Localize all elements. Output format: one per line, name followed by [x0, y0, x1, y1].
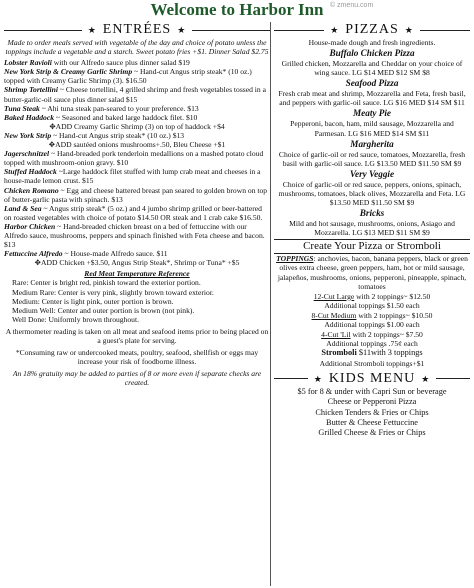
pizza-desc: Choice of garlic-oil or red sauce, tomatoes, Mozzarella, fresh basil with garlic-oil sauce. LG $13.50 MED $11.50 SM $9	[278, 149, 466, 168]
entrees-intro: Made to order meals served with vegetable of the day and choice of potato unless the toppings include a vegetable and a starch. Sweet potato fries +$1. Dinner Salad $2.75	[5, 38, 269, 57]
entree-name: Baked Haddock	[4, 112, 54, 122]
stromboli-price: $11with 3 toppings	[356, 348, 423, 358]
entree-item	[4, 58, 270, 67]
column-divider	[270, 22, 271, 586]
pizza-desc: Fresh crab meat and shrimp, Mozzarella and Feta, fresh basil, and peppers with garlic-oil sauce. LG $16 MED $14 SM $11	[278, 89, 466, 108]
entree-desc: ✥ADD Chicken +$3.50, Angus Strip Steak*, Shrimp or Tuna* +$5	[34, 258, 240, 268]
pizzas-section	[274, 22, 470, 439]
kids-item: Butter & Cheese Fettuccine	[326, 417, 418, 427]
entree-name: Stuffed Haddock	[4, 167, 57, 177]
header-rule	[4, 30, 82, 31]
entree-item	[4, 186, 270, 204]
size-extra: Additional toppings .75¢ each	[326, 339, 418, 349]
entree-name: New York Strip	[4, 130, 52, 140]
entree-desc: ~ House-made Alfredo sauce. $11	[62, 249, 168, 259]
star-icon: ★	[313, 373, 323, 384]
entree-item	[4, 258, 270, 267]
kids-heading: KIDS MENU	[328, 370, 416, 386]
entree-item	[4, 249, 270, 258]
entree-name: Chicken Romano	[4, 185, 59, 195]
size-row	[274, 330, 470, 339]
entree-desc: ✥ADD sautéed onions mushrooms+.50, Bleu Cheese +$1	[48, 140, 226, 150]
entree-desc: ~ Hand-breaded chicken breast on a bed of fettuccine with our Alfredo sauce, mushrooms, peppers and spinach finished with Feta cheese and bacon. $13	[4, 221, 265, 250]
entree-desc: ~ Hand-cut Angus strip steak* (10 oz.) $13	[51, 130, 185, 140]
stromboli-line	[274, 348, 470, 358]
entree-desc: ✥ADD Creamy Garlic Shrimp (3) on top of haddock +$4	[49, 121, 225, 131]
entree-desc: ~Large haddock filet stuffed with lump crab meat and cheeses in a house-made lemon crust. $15	[4, 167, 261, 186]
entree-item	[4, 131, 270, 140]
entree-item	[4, 85, 270, 103]
pizzas-heading: PIZZAS	[345, 22, 399, 37]
pizzas-header	[274, 22, 470, 38]
temp-row: Medium Rare: Center is very pink, slightly brown toward exterior.	[12, 287, 214, 297]
entree-desc: with our Alfredo sauce plus dinner salad $19	[51, 58, 190, 68]
pizza-name: Buffalo Chicken Pizza	[329, 48, 415, 59]
entree-name: New York Strip & Creamy Garlic Shrimp	[4, 67, 133, 77]
kids-list	[274, 397, 470, 439]
pizza-name: Very Veggie	[349, 168, 395, 179]
entree-name: Harbor Chicken	[4, 221, 56, 231]
size-price: with 2 toppings~ $7.50	[350, 330, 423, 340]
star-icon: ★	[177, 25, 187, 35]
entree-item	[4, 204, 270, 222]
entree-desc: ~ Cheese tortellini, 4 grilled shrimp and fresh vegetables tossed in a butter-garlic-oil sauce plus dinner salad $15	[4, 85, 266, 104]
header-rule	[274, 378, 308, 379]
stromboli-extra: Additional Stromboli toppings+$1	[319, 358, 425, 368]
pizza-list	[274, 48, 470, 237]
entree-desc: ~ Angus strip steak* (5 oz.) and 4 jumbo shrimp grilled or beer-battered on roasted vegetables with choice of potato $14.50 OR steak and 1 crab cake $16.50.	[4, 203, 263, 222]
header-rule	[274, 30, 324, 31]
watermark: © zmenu.com	[330, 2, 374, 9]
entree-item	[4, 67, 270, 85]
kids-header	[274, 371, 470, 387]
pizza-desc: Choice of garlic-oil or red sauce, peppers, onions, spinach, mushrooms, tomatoes, black olives, Mozzarella and Feta. LG $13.50 MED $11.50 SM $9	[278, 179, 466, 208]
temp-row: Rare: Center is bright red, pinkish toward the exterior portion.	[12, 278, 201, 288]
temp-row: Medium Well: Center and outer portion is brown (not pink).	[12, 305, 195, 315]
entree-item	[4, 122, 270, 131]
entree-desc: ~ Ahi tuna steak pan-seared to your preference. $13	[39, 103, 199, 113]
size-row	[274, 311, 470, 320]
header-rule	[420, 30, 470, 31]
stromboli-label: Stromboli	[321, 348, 357, 358]
size-price: with 2 toppings~ $10.50	[356, 310, 433, 320]
pizza-desc: Mild and hot sausage, mushrooms, onions, Asiago and Mozzarella. LG $13 MED $11 SM $9	[289, 219, 455, 238]
temp-list	[4, 278, 270, 323]
star-icon: ★	[404, 25, 414, 35]
entree-item	[4, 222, 270, 249]
entree-item	[4, 167, 270, 185]
pizza-name: Bricks	[359, 208, 385, 219]
create-pizza-title: Create Your Pizza or Stromboli	[274, 239, 470, 254]
entree-desc: ~ Egg and cheese battered breast pan seared to golden brown on top of butter-garlic pasta with spinach. $13	[4, 185, 268, 204]
size-label: 12-Cut Large	[313, 291, 355, 301]
entree-name: Jagerschnitzel	[4, 149, 50, 159]
gratuity-note: An 18% gratuity may be added to parties of 8 or more even if separate checks are created.	[12, 369, 262, 388]
pizza-name: Margherita	[350, 138, 394, 149]
header-rule	[192, 30, 270, 31]
kids-intro: $5 for 8 & under with Capri Sun or beverage	[297, 386, 447, 396]
size-extra: Additional toppings $1.50 each	[324, 300, 420, 310]
entrees-section	[4, 22, 270, 387]
entree-name: Tuna Steak	[4, 103, 40, 113]
size-row	[274, 292, 470, 301]
header-rule	[436, 378, 470, 379]
entree-desc: ~ Hand-cut Angus strip steak* (10 oz.) topped with Creamy Garlic Shrimp (3). $16.50	[4, 67, 252, 86]
entree-desc: ~ Hand-breaded pork tenderloin medallions on a mashed potato cloud topped with mushroom-onion gravy. $10	[4, 149, 264, 168]
entree-item	[4, 149, 270, 167]
entree-list	[4, 58, 270, 267]
entrees-header	[4, 22, 270, 38]
entree-name: Land & Sea	[4, 203, 42, 213]
temp-row: Medium: Center is light pink, outer portion is brown.	[12, 296, 174, 306]
entree-name: Shrimp Tortellini	[4, 85, 58, 95]
toppings-list	[274, 254, 470, 290]
pizza-name: Seafood Pizza	[345, 78, 399, 89]
size-label: 4-Cut 'Lil	[321, 330, 351, 340]
entree-item	[4, 113, 270, 122]
pizza-name: Meaty Pie	[352, 108, 391, 119]
pizzas-intro: House-made dough and fresh ingredients.	[308, 38, 436, 47]
size-extra: Additional toppings $1.00 each	[324, 319, 420, 329]
size-label: 8-Cut Medium	[311, 310, 357, 320]
star-icon: ★	[330, 25, 340, 35]
size-price: with 2 toppings~ $12.50	[354, 291, 431, 301]
toppings-text: : anchovies, bacon, banana peppers, black or green olives extra cheese, green peppers, ham, hot or mild sausage, jalapeños, mushrooms, onions, pepperoni, pineapple, spinach, tomatoes	[277, 254, 468, 291]
kids-item: Grilled Cheese & Fries or Chips	[318, 428, 426, 438]
entree-name: Fettuccine Alfredo	[4, 249, 63, 259]
entree-item	[4, 140, 270, 149]
entree-desc: ~ Seasoned and baked large haddock filet. $10	[54, 112, 198, 122]
pizza-desc: Pepperoni, bacon, ham, mild sausage, Mozzarella and Parmesan. LG $16 MED $14 SM $11	[290, 119, 454, 138]
thermometer-note: A thermometer reading is taken on all meat and seafood items prior to being placed on a guest's plate for serving.	[5, 326, 269, 345]
entrees-heading: ENTRÉES	[102, 22, 172, 37]
entree-item	[4, 104, 270, 113]
star-icon: ★	[87, 25, 97, 35]
temp-row: Well Done: Uniformly brown throughout.	[12, 314, 139, 324]
pizza-desc: Grilled chicken, Mozzarella and Cheddar on your choice of wing sauce. LG $14 MED $12 SM $8	[281, 59, 463, 78]
entree-name: Lobster Ravioli	[4, 58, 52, 68]
food-warning: *Consuming raw or undercooked meats, poultry, seafood, shellfish or eggs may increase your risk of foodborne illness.	[15, 348, 259, 367]
menu-title: Welcome to Harbor Inn	[150, 0, 324, 19]
toppings-label: TOPPINGS	[276, 254, 314, 264]
temp-heading: Red Meat Temperature Reference	[84, 269, 190, 279]
star-icon: ★	[421, 373, 431, 384]
kids-item: Chicken Tenders & Fries or Chips	[315, 407, 429, 417]
kids-item: Cheese or Pepperoni Pizza	[327, 397, 417, 407]
size-list	[274, 292, 470, 349]
